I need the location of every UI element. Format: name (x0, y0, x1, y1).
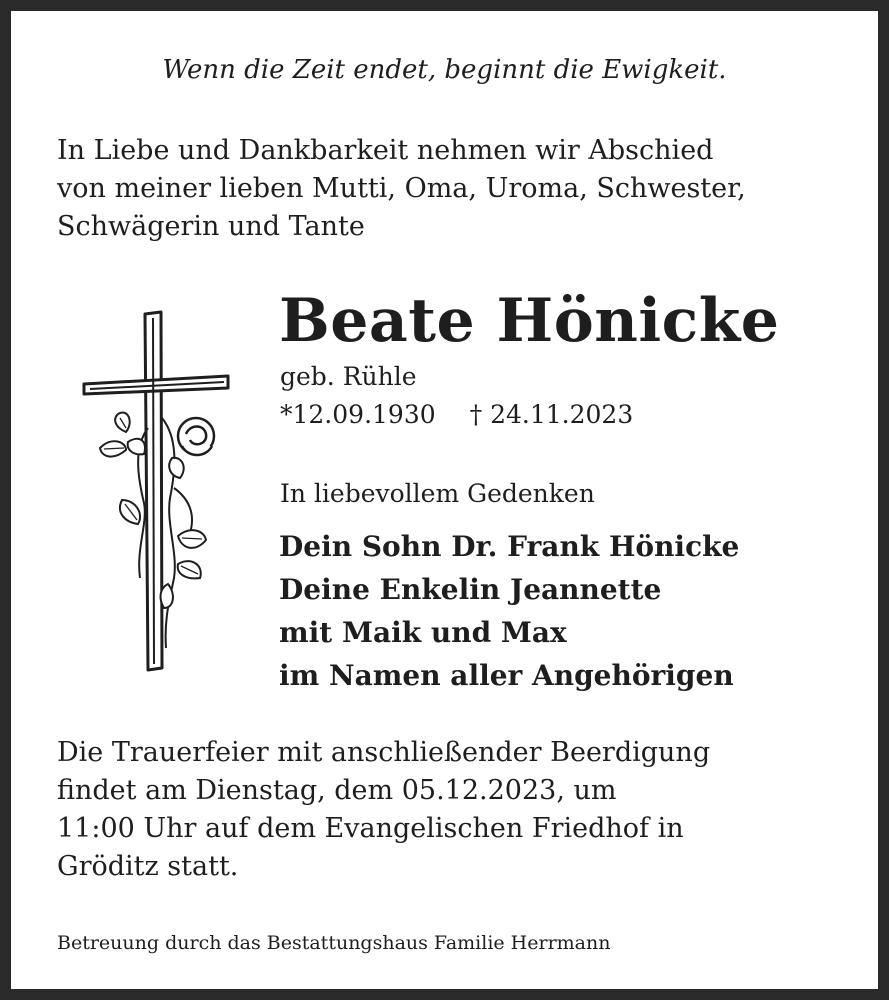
service-line: 11:00 Uhr auf dem Evangelischen Friedhof in (57, 813, 684, 844)
mourner-line: mit Maik und Max (279, 616, 567, 649)
service-text (57, 734, 857, 886)
intro-line: Schwägerin und Tante (57, 211, 365, 242)
intro-line: von meiner lieben Mutti, Oma, Uroma, Schwester, (57, 173, 746, 204)
service-line: Die Trauerfeier mit anschließender Beerdigung (57, 737, 711, 768)
birth-date: *12.09.1930 (280, 400, 436, 429)
mourner-line: Deine Enkelin Jeannette (279, 573, 662, 606)
mourner-line: Dein Sohn Dr. Frank Hönicke (279, 530, 740, 563)
mourner-line: im Namen aller Angehörigen (279, 659, 734, 692)
mourners-list (279, 525, 739, 697)
cross-with-rose-icon (78, 308, 234, 680)
memory-line: In liebevollem Gedenken (280, 479, 595, 508)
motto: Wenn die Zeit endet, beginnt die Ewigkeit. (162, 55, 727, 85)
intro-line: In Liebe und Dankbarkeit nehmen wir Abschied (57, 135, 714, 166)
deceased-name: Beate Hönicke (279, 286, 780, 356)
life-dates (280, 398, 633, 432)
service-line: findet am Dienstag, dem 05.12.2023, um (57, 775, 617, 806)
service-line: Gröditz statt. (57, 851, 239, 882)
death-date: † 24.11.2023 (469, 400, 634, 429)
intro-text (57, 132, 857, 246)
birth-name: geb. Rühle (280, 362, 417, 391)
funeral-home-note: Betreuung durch das Bestattungshaus Familie Herrmann (57, 932, 611, 954)
